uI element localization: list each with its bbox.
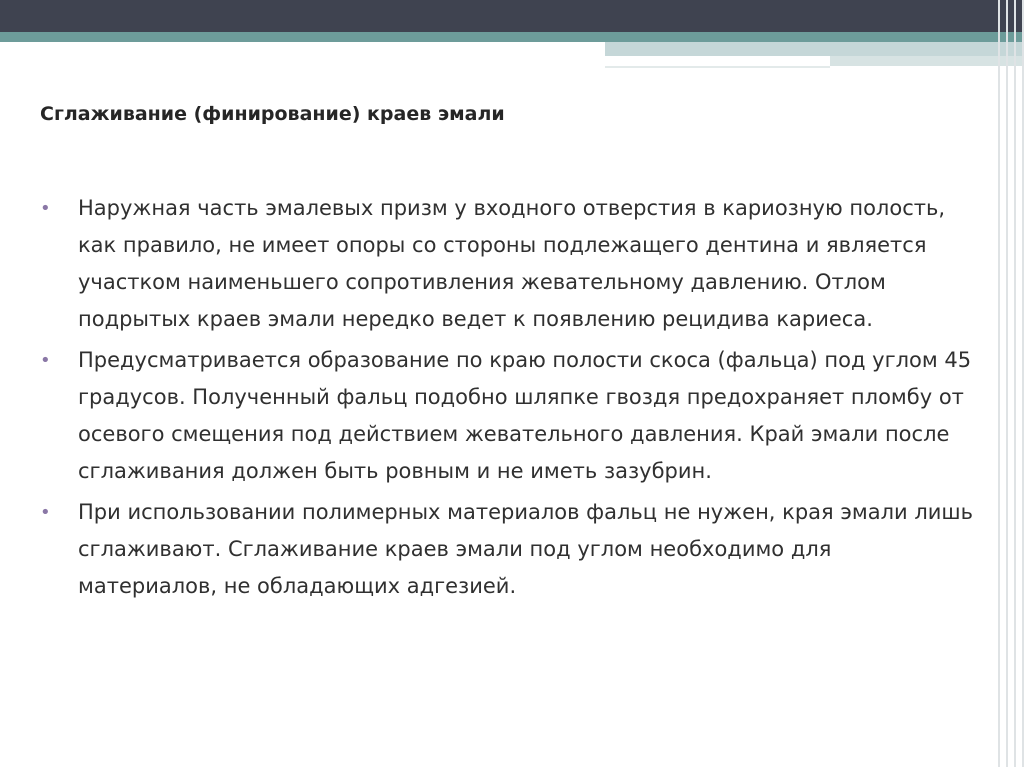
header-band-light xyxy=(605,42,1024,56)
header-thin-line xyxy=(605,66,830,68)
header-band-light-secondary xyxy=(830,56,1024,66)
bullet-item xyxy=(40,342,975,490)
bullet-item xyxy=(40,190,975,338)
bullet-text: При использовании полимерных материалов фальц не нужен, края эмали лишь сглаживают. Сглаживание краев эмали под углом необходимо для материалов, не обладающих адгезией. xyxy=(78,500,973,598)
bullet-dot-icon: • xyxy=(40,198,51,219)
bullet-text: Наружная часть эмалевых призм у входного отверстия в кариозную полость, как правило, не имеет опоры со стороны подлежащего дентина и является участком наименьшего сопротивления жевательному давлению. Отлом подрытых краев эмали нередко ведет к появлению рецидива кариеса. xyxy=(78,196,946,331)
bullet-dot-icon: • xyxy=(40,502,51,523)
bullet-item xyxy=(40,494,975,605)
header-band-dark xyxy=(0,0,1024,32)
header-band-teal xyxy=(0,32,1024,42)
bullet-list xyxy=(40,190,975,609)
bullet-dot-icon: • xyxy=(40,350,51,371)
slide-title: Сглаживание (финирование) краев эмали xyxy=(40,103,505,125)
right-edge-stripes xyxy=(998,0,1024,767)
bullet-text: Предусматривается образование по краю полости скоса (фальца) под углом 45 градусов. Полученный фальц подобно шляпке гвоздя предохраняет пломбу от осевого смещения под действием жевательного давления. Край эмали после сглаживания должен быть ровным и не иметь зазубрин. xyxy=(78,348,972,483)
